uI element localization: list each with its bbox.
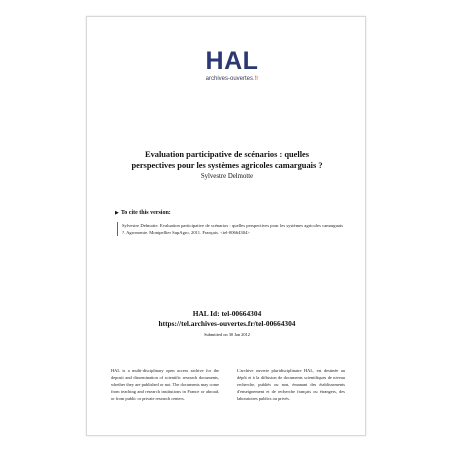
triangle-bullet-icon: ▶ [115,210,119,216]
hal-logo-subtitle-text: archives-ouvertes [205,76,253,82]
cite-heading-text: To cite this version: [120,210,171,216]
hal-logo-mark: .fr [253,76,259,82]
hal-logo [202,48,262,108]
document-page [86,16,366,436]
document-title-line-1: Evaluation participative de scénarios : quelles [144,150,309,159]
citation-text: Sylvestre Delmotte. Evaluation participative de scénarios : quelles perspectives pour les systèmes agricoles camarguais ?. Agronomie. Montpellier SupAgro, 2011. Français. <tel-00664304> [117,222,343,236]
title-block [107,149,347,181]
document-title-line-2: perspectives pour les systèmes agricoles camarguais ? [131,161,323,170]
document-author: Sylvestre Delmotte [200,173,254,180]
hal-id-block [107,309,347,338]
abstract-english: HAL is a multi-disciplinary open access archive for the deposit and dissemination of scientific research documents, whether they are published or not. The documents may come from teaching and research institutions in France or abroad, or from public or private research centers. [111,368,219,402]
cite-heading [115,209,171,218]
hal-id: HAL Id: tel-00664304 [192,309,262,318]
abstract-french: L'archive ouverte pluridisciplinaire HAL, est destinée au dépôt et à la diffusion de documents scientifiques de niveau recherche, publiés ou non, émanant des établissements d'enseignement et de recherche français ou étrangers, des laboratoires publics ou privés. [237,368,345,402]
hal-logo-subtitle [202,75,262,83]
hal-url-link[interactable]: https://tel.archives-ouvertes.fr/tel-00664304 [158,319,296,328]
submission-date: Submitted on 30 Jan 2012 [204,332,250,337]
hal-logo-word: HAL [205,47,259,75]
